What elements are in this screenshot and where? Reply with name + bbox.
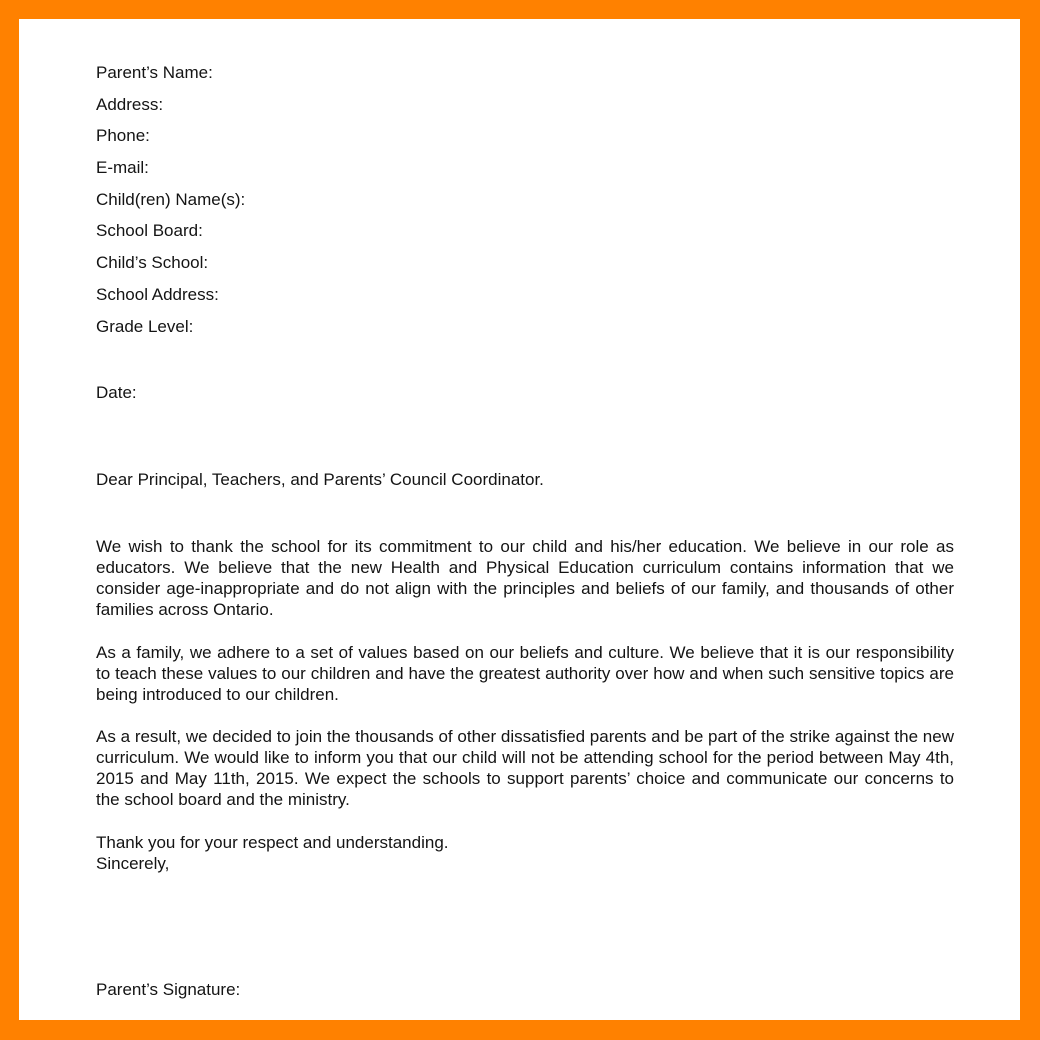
salutation: Dear Principal, Teachers, and Parents’ Council Coordinator. bbox=[96, 470, 544, 489]
closing bbox=[96, 832, 449, 874]
body-paragraph-2: As a family, we adhere to a set of values based on our beliefs and culture. We believe that it is our responsibility to teach these values to our children and have the greatest authority over how and when such sensitive topics are being introduced to our children. bbox=[96, 643, 954, 704]
field-phone: Phone: bbox=[96, 126, 150, 146]
field-grade-level: Grade Level: bbox=[96, 316, 194, 336]
body-paragraph-3: As a result, we decided to join the thousands of other dissatisfied parents and be part of the strike against the new curriculum. We would like to inform you that our child will not be attending school for the period between May 4th, 2015 and May 11th, 2015. We expect the schools to support parents’ choice and communicate our concerns to the school board and the ministry. bbox=[96, 727, 954, 809]
field-children-names: Child(ren) Name(s): bbox=[96, 189, 246, 209]
body-paragraph-1: We wish to thank the school for its commitment to our child and his/her education. We believe in our role as educators. We believe that the new Health and Physical Education curriculum contains information that we consider age-inappropriate and do not align with the principles and beliefs of our family, and thousands of other families across Ontario. bbox=[96, 537, 954, 619]
letter-page bbox=[96, 57, 954, 999]
field-school-address: School Address: bbox=[96, 284, 219, 304]
field-childs-school: Child’s School: bbox=[96, 253, 209, 273]
closing-thanks: Thank you for your respect and understanding. bbox=[96, 833, 449, 852]
field-email: E-mail: bbox=[96, 158, 149, 178]
signature-label: Parent’s Signature: bbox=[96, 980, 241, 999]
closing-signoff: Sincerely, bbox=[96, 854, 170, 873]
field-school-board: School Board: bbox=[96, 221, 203, 241]
date-label: Date: bbox=[96, 383, 137, 402]
field-parents-name: Parent’s Name: bbox=[96, 63, 213, 82]
field-address: Address: bbox=[96, 94, 164, 114]
header-fields bbox=[96, 57, 954, 342]
